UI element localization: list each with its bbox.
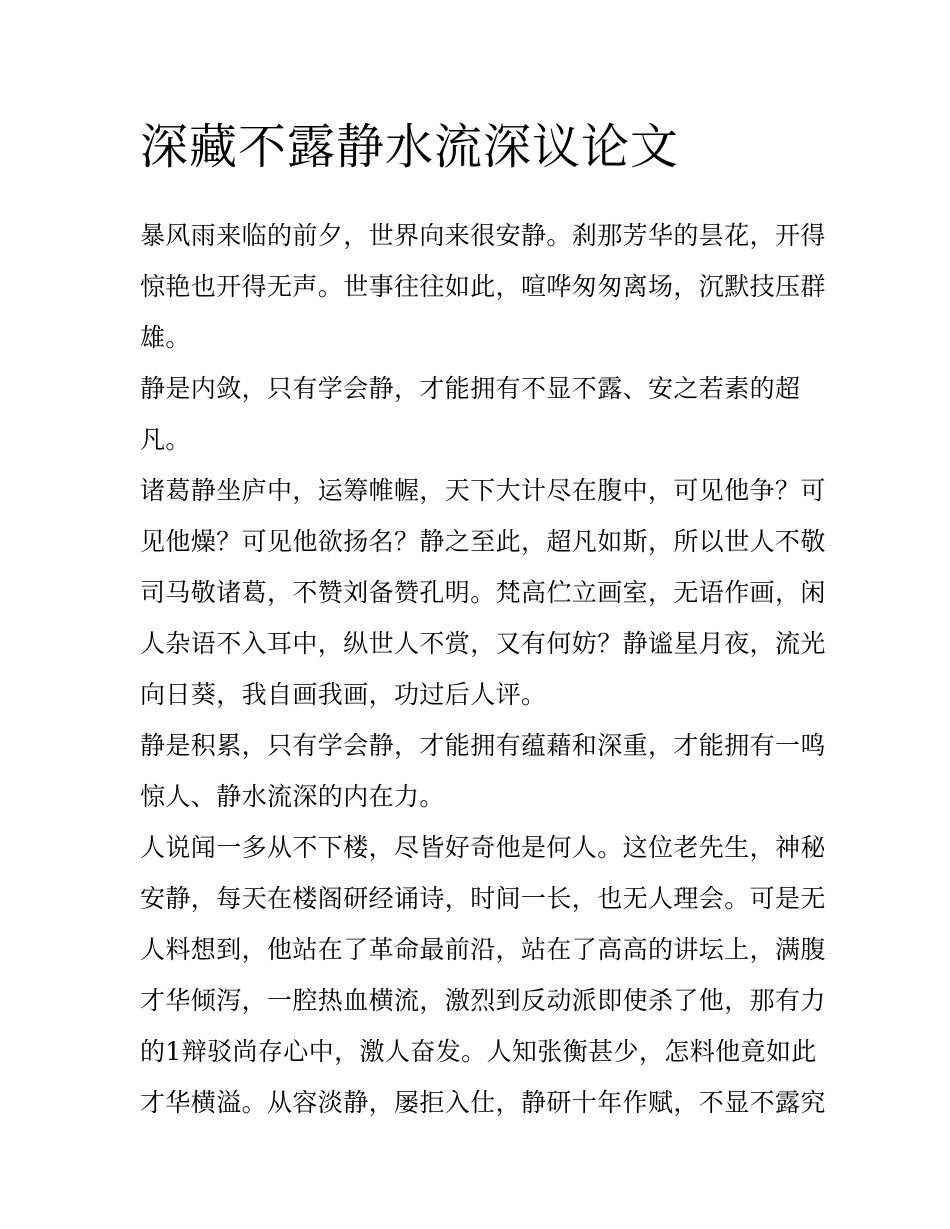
text-line: 惊人、静水流深的内在力。 xyxy=(140,782,445,811)
text-line: 静是积累，只有学会静，才能拥有蕴藉和深重，才能拥有一鸣 xyxy=(140,731,826,760)
text-line: 惊艳也开得无声。世事往往如此，喧哗匆匆离场，沉默技压群 xyxy=(140,272,826,301)
paragraph-5 xyxy=(140,822,830,1128)
text-line: 向日葵，我自画我画，功过后人评。 xyxy=(140,680,547,709)
text-line: 雄。 xyxy=(140,323,191,352)
text-line: 凡。 xyxy=(140,425,191,454)
text-line: 人说闻一多从不下楼，尽皆好奇他是何人。这位老先生，神秘 xyxy=(140,833,826,862)
paragraph-3 xyxy=(140,465,830,720)
text-line: 见他燥？可见他欲扬名？静之至此，超凡如斯，所以世人不敬 xyxy=(140,527,826,556)
paragraph-2 xyxy=(140,363,830,465)
document-content xyxy=(140,112,830,1128)
text-line: 才华倾泻，一腔热血横流，激烈到反动派即使杀了他，那有力 xyxy=(140,986,826,1015)
paragraph-1 xyxy=(140,210,830,363)
text-line: 才华横溢。从容淡静，屡拒入仕，静研十年作赋，不显不露究 xyxy=(140,1088,826,1117)
text-line: 安静，每天在楼阁研经诵诗，时间一长，也无人理会。可是无 xyxy=(140,884,826,913)
document-title: 深藏不露静水流深议论文 xyxy=(140,119,680,175)
text-line: 人料想到，他站在了革命最前沿，站在了高高的讲坛上，满腹 xyxy=(140,935,826,964)
document-body xyxy=(140,210,830,1128)
text-line: 的1辩驳尚存心中，激人奋发。人知张衡甚少，怎料他竟如此 xyxy=(140,1037,817,1066)
text-line: 静是内敛，只有学会静，才能拥有不显不露、安之若素的超 xyxy=(140,374,801,403)
text-line: 人杂语不入耳中，纵世人不赏，又有何妨？静谧星月夜，流光 xyxy=(140,629,826,658)
text-line: 诸葛静坐庐中，运筹帷幄，天下大计尽在腹中，可见他争？可 xyxy=(140,476,826,505)
paragraph-4 xyxy=(140,720,830,822)
text-line: 暴风雨来临的前夕，世界向来很安静。刹那芳华的昙花，开得 xyxy=(140,221,826,250)
text-line: 司马敬诸葛，不赞刘备赞孔明。梵高伫立画室，无语作画，闲 xyxy=(140,578,826,607)
